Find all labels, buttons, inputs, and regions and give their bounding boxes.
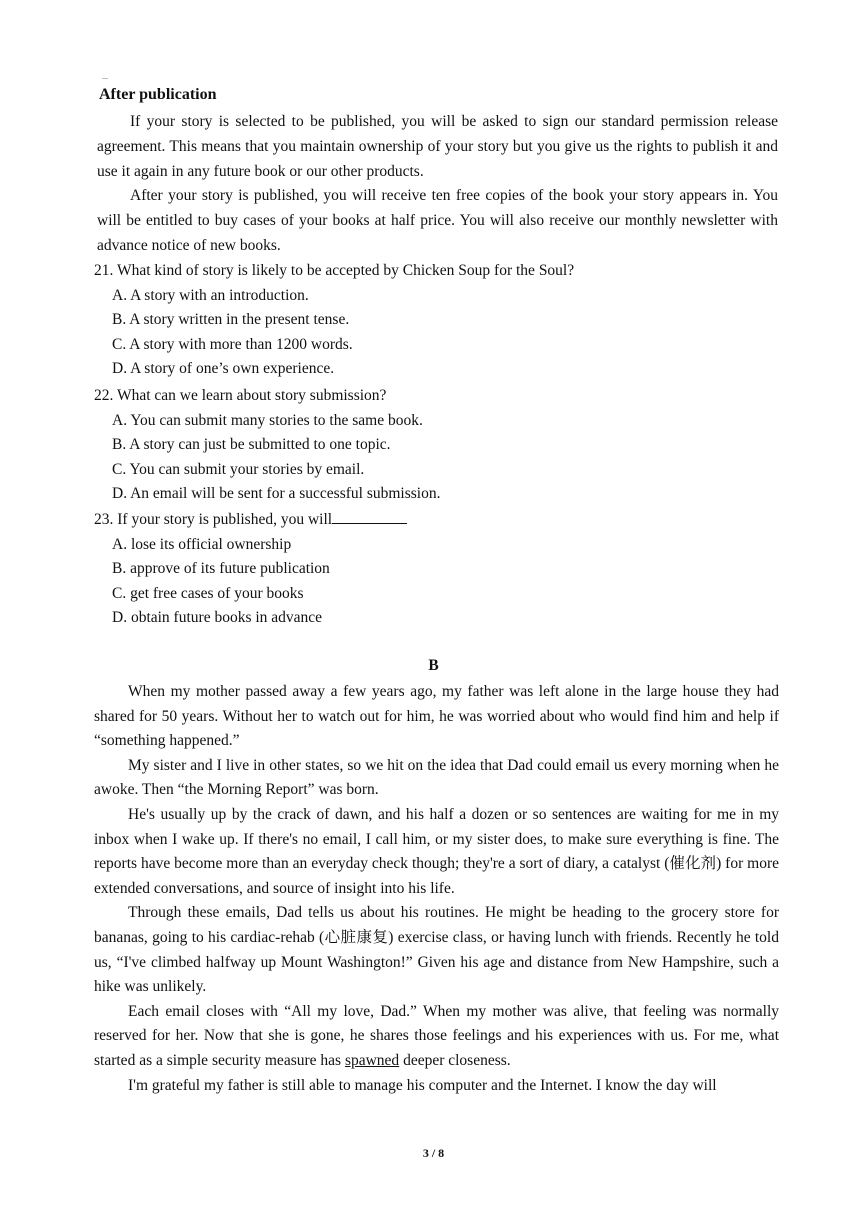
question-23: [94, 508, 407, 631]
option-d: D. An email will be sent for a successful submission.: [112, 485, 441, 503]
question-stem: 23. If your story is published, you will: [94, 511, 333, 528]
question-21: [94, 259, 574, 382]
paragraph-free-copies: After your story is published, you will receive ten free copies of the book your story appears in. You will be entitled to buy cases of your books at half price. You will also receive our monthly newsletter with advance notice of new books.: [97, 187, 778, 254]
option-b: B. approve of its future publication: [112, 560, 330, 578]
option-c: C. A story with more than 1200 words.: [112, 335, 353, 353]
answer-blank: [332, 511, 407, 524]
passage-paragraph: Through these emails, Dad tells us about his routines. He might be heading to the grocery store for bananas, going to his cardiac-rehab (心脏康复) exercise class, or having lunch with friends. Recently he told us, “I've climbed halfway up Mount Washington!” Given his age and distance from New Hampshire, such a hike was unlikely.: [94, 904, 779, 996]
question-stem: 22. What can we learn about story submission?: [94, 387, 387, 404]
passage-paragraph-closing: [94, 1000, 779, 1074]
option-d: D. obtain future books in advance: [112, 609, 323, 627]
passage-paragraph: My sister and I live in other states, so we hit on the idea that Dad could email us every morning when he awoke. Then “the Morning Report” was born.: [94, 756, 779, 799]
closing-text-start: Each email closes with “All my love, Dad.” When my mother was alive, that feeling was normally reserved for her. Now that she is gone, he shares those feelings and his experiences with us. For me, what started as a simple security measure has: [94, 1002, 779, 1069]
option-b: B. A story written in the present tense.: [112, 311, 350, 329]
option-c: C. get free cases of your books: [112, 584, 304, 602]
passage-b: [94, 680, 779, 1098]
passage-paragraph: When my mother passed away a few years ago, my father was left alone in the large house they had shared for 50 years. Without her to watch out for him, he was worried about who would find him and help if “something happened.”: [94, 683, 779, 750]
question-stem: 21. What kind of story is likely to be accepted by Chicken Soup for the Soul?: [94, 262, 575, 279]
question-22: [94, 384, 440, 507]
section-heading-after-publication: After publication: [99, 86, 217, 103]
option-a: A. lose its official ownership: [112, 535, 292, 553]
closing-text-end: deeper closeness.: [399, 1051, 511, 1069]
option-a: A. A story with an introduction.: [112, 286, 309, 304]
passage-paragraph: He's usually up by the crack of dawn, and his half a dozen or so sentences are waiting for me in my inbox when I wake up. If there's no email, I call him, or my sister does, to make sure everything is fine. The reports have become more than an everyday check though; they're a sort of diary, a catalyst (催化剂) for more extended conversations, and source of insight into his life.: [94, 805, 779, 897]
section-b-label: B: [428, 657, 439, 674]
option-d: D. A story of one’s own experience.: [112, 360, 335, 378]
option-c: C. You can submit your stories by email.: [112, 460, 365, 478]
question-stem-wrapper: [94, 508, 407, 533]
page-number: 3 / 8: [422, 1146, 445, 1160]
option-a: A. You can submit many stories to the same book.: [112, 411, 423, 429]
corner-mark: ...: [102, 72, 108, 81]
underlined-word: spawned: [344, 1051, 400, 1069]
paragraph-permission-agreement: If your story is selected to be published, you will be asked to sign our standard permission release agreement. This means that you maintain ownership of your story but you give us the rights to publish it and use it again in any future book or our other products.: [97, 113, 778, 180]
option-b: B. A story can just be submitted to one topic.: [112, 436, 391, 454]
passage-paragraph: I'm grateful my father is still able to manage his computer and the Internet. I know the day will: [128, 1076, 717, 1094]
